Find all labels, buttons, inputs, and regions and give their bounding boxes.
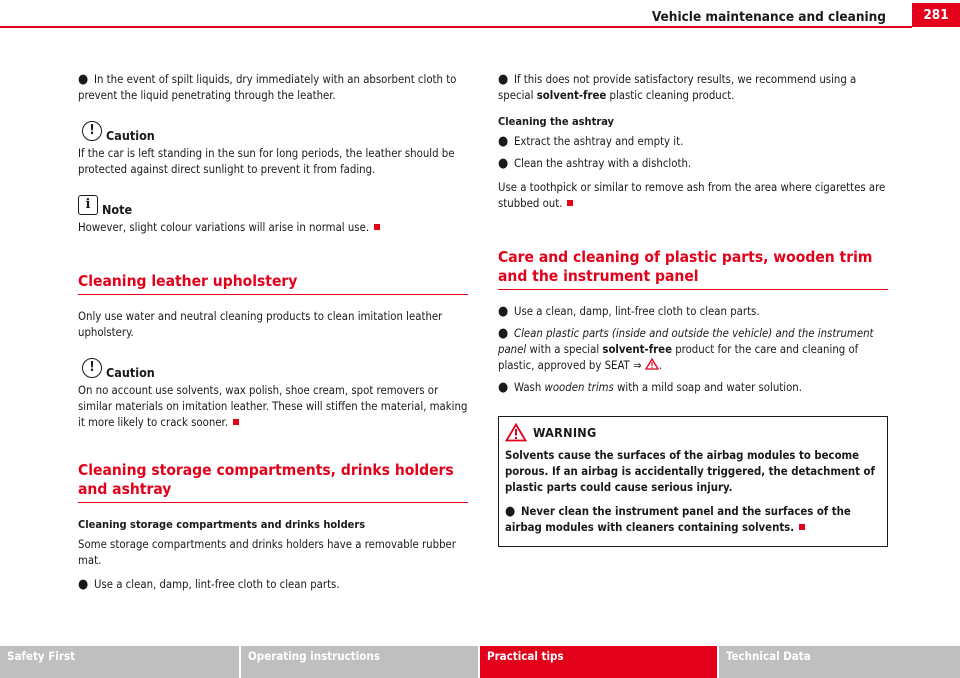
- left-column: [78, 72, 468, 599]
- warning-text: Solvents cause the surfaces of the airbag modules to become porous. If an airbag is accidentally triggered, the detachment of plastic parts could cause serious injury.: [505, 449, 875, 494]
- tab-technical-data[interactable]: Technical Data: [719, 646, 960, 678]
- paragraph: Some storage compartments and drinks holders have a removable rubber mat.: [78, 538, 456, 567]
- note-label: Note: [102, 202, 133, 217]
- end-marker-icon: [233, 419, 239, 425]
- caution-text: On no account use solvents, wax polish, shoe cream, spot removers or similar materials on imitation leather. These will stiffen the material, making it more likely to crack sooner.: [78, 384, 468, 429]
- chapter-title: Vehicle maintenance and cleaning: [651, 9, 886, 25]
- list-item: ● Clean plastic parts (inside and outside the vehicle) and the instrument panel with a special solvent-free product for the care and cleaning of plastic, approved by SEAT ⇒ .: [498, 326, 874, 372]
- warning-triangle-icon: [505, 423, 527, 442]
- subheading: Cleaning the ashtray: [498, 115, 615, 128]
- bullet-icon: ●: [78, 577, 89, 592]
- tab-operating-instructions[interactable]: Operating instructions: [241, 646, 478, 678]
- warning-triangle-icon[interactable]: [645, 358, 659, 370]
- section-title-storage: Cleaning storage compartments, drinks holders and ashtray: [78, 461, 468, 503]
- list-item: ● Use a clean, damp, lint-free cloth to clean parts.: [78, 577, 340, 592]
- arrow-icon: ⇒: [632, 359, 642, 372]
- subheading: Cleaning storage compartments and drinks holders: [78, 518, 366, 531]
- info-icon: i: [78, 195, 98, 215]
- note-heading: [78, 192, 468, 218]
- end-marker-icon: [799, 524, 805, 530]
- list-item: ● Use a clean, damp, lint-free cloth to clean parts.: [498, 304, 760, 319]
- caution-text: If the car is left standing in the sun for long periods, the leather should be protected against direct sunlight to prevent it from fading.: [78, 147, 455, 176]
- right-column: [498, 72, 888, 547]
- list-item: ● Wash wooden trims with a mild soap and water solution.: [498, 380, 802, 395]
- section-text: Only use water and neutral cleaning products to clean imitation leather upholstery.: [78, 310, 443, 339]
- end-marker-icon: [567, 200, 573, 206]
- bullet-icon: ●: [78, 72, 89, 87]
- bullet-icon: ●: [498, 380, 509, 395]
- list-item: ● In the event of spilt liquids, dry immediately with an absorbent cloth to prevent the liquid penetrating through the leather.: [78, 72, 457, 102]
- bullet-icon: ●: [498, 156, 509, 171]
- bullet-icon: ●: [498, 326, 509, 341]
- list-item: ● Clean the ashtray with a dishcloth.: [498, 156, 692, 171]
- list-item: ● If this does not provide satisfactory results, we recommend using a special solvent-free plastic cleaning product.: [498, 72, 857, 102]
- tab-safety-first[interactable]: Safety First: [0, 646, 239, 678]
- warning-title: WARNING: [533, 424, 597, 440]
- page-header: [0, 0, 960, 30]
- tab-practical-tips[interactable]: Practical tips: [480, 646, 717, 678]
- caution-label: Caution: [106, 128, 155, 143]
- bullet-icon: ●: [505, 504, 516, 519]
- bullet-icon: ●: [498, 304, 509, 319]
- caution-heading: [78, 118, 468, 144]
- footer-nav: [0, 646, 960, 678]
- paragraph: Use a toothpick or similar to remove ash from the area where cigarettes are stubbed out.: [498, 181, 886, 210]
- exclamation-icon: !: [82, 121, 102, 141]
- caution-label: Caution: [106, 365, 155, 380]
- header-rule: [0, 26, 912, 28]
- warning-heading: [505, 423, 881, 442]
- section-title-leather: Cleaning leather upholstery: [78, 272, 468, 295]
- bullet-icon: ●: [498, 134, 509, 149]
- exclamation-icon: !: [82, 358, 102, 378]
- caution-heading: [78, 355, 468, 381]
- bullet-icon: ●: [498, 72, 509, 87]
- end-marker-icon: [374, 224, 380, 230]
- list-item: ● Extract the ashtray and empty it.: [498, 134, 684, 149]
- page-number: 281: [912, 3, 960, 27]
- section-title-plastic: Care and cleaning of plastic parts, wooden trim and the instrument panel: [498, 248, 888, 290]
- warning-box: [498, 416, 888, 547]
- list-item: ● Never clean the instrument panel and the surfaces of the airbag modules with cleaners containing solvents.: [505, 504, 851, 534]
- note-text: However, slight colour variations will arise in normal use.: [78, 220, 468, 236]
